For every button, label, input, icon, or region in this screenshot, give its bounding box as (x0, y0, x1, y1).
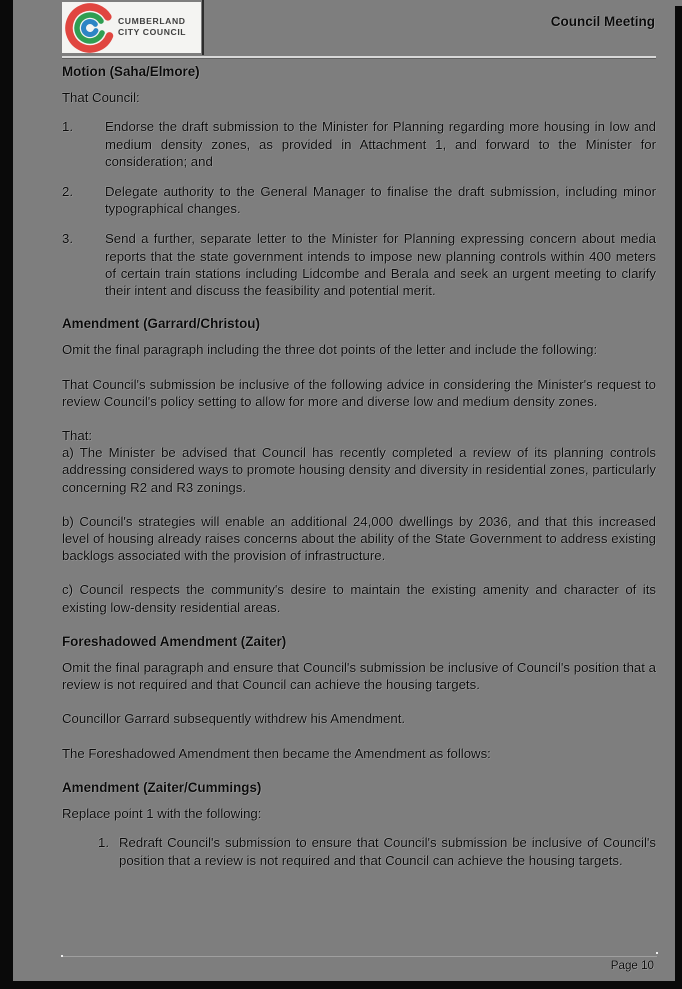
council-logo-icon (64, 2, 116, 54)
motion-item-3 (62, 230, 656, 299)
motion-item-1 (62, 118, 656, 170)
scan-edge-left (0, 0, 13, 989)
item-text: Send a further, separate letter to the Minister for Planning expressing concern about media reports that the state government intends to impose new planning controls within 400 meters of certain train stations including Lidcombe and Berala and seek an urgent meeting to clarify their intent and discuss the feasibility and potential merit. (105, 231, 656, 299)
item-text: Endorse the draft submission to the Minister for Planning regarding more housing in low and medium density zones, as provided in Attachment 1, and forward to the Minister for consideration; and (105, 119, 656, 169)
withdrawal-note: Councillor Garrard subsequently withdrew his Amendment. (62, 711, 406, 727)
amendment1-para1: Omit the final paragraph including the three dot points of the letter and include the following: (62, 342, 598, 358)
motion-heading: Motion (Saha/Elmore) (62, 64, 200, 79)
point-a: a) The Minister be advised that Council has recently completed a review of its planning controls addressing considered ways to promote housing density and diversity in residential zones, particularly concerning R2 and R3 zonings. (62, 445, 656, 495)
item-text: Delegate authority to the General Manager to finalise the draft submission, including minor typographical changes. (105, 184, 656, 217)
that-label: That: (62, 428, 93, 444)
item-number: 1. (98, 835, 109, 851)
page-number: Page 10 (610, 959, 654, 972)
council-logo (62, 2, 201, 53)
point-b: b) Council's strategies will enable an additional 24,000 dwellings by 2036, and that this increased level of housing already raises concerns about the ability of the State Government to address existing backlogs associated with the provision of infrastructure. (62, 513, 656, 564)
logo-line2: CITY COUNCIL (118, 27, 187, 37)
foreshadowed-para: Omit the final paragraph and ensure that Council's submission be inclusive of Council's position that a review is not required and that Council can achieve the housing targets. (62, 660, 656, 693)
document-title: Council Meeting (550, 14, 655, 29)
point-c: c) Council respects the community's desire to maintain the existing amenity and character of its existing low-density residential areas. (62, 582, 656, 615)
item-number: 2. (62, 184, 73, 200)
amendment2-item-1 (98, 834, 656, 868)
amendment2-heading: Amendment (Zaiter/Cummings) (62, 779, 262, 795)
footer-rule (62, 956, 657, 957)
logo-line1: CUMBERLAND (118, 16, 186, 26)
scan-edge-bottom (0, 981, 682, 989)
scan-artifact-dot (656, 952, 658, 954)
item-number: 3. (62, 231, 73, 247)
became-note: The Foreshadowed Amendment then became the Amendment as follows: (62, 745, 491, 761)
item-text: Redraft Council's submission to ensure that Council's submission be inclusive of Council's position that a review is not required and that Council can achieve the housing targets. (119, 835, 656, 868)
amendment2-intro: Replace point 1 with the following: (62, 806, 262, 822)
foreshadowed-heading: Foreshadowed Amendment (Zaiter) (62, 633, 287, 649)
item-number: 1. (62, 119, 73, 135)
scan-artifact-dot (61, 955, 63, 957)
motion-item-2 (62, 183, 656, 217)
header-divider-vertical (202, 0, 204, 55)
council-logo-text (118, 16, 186, 38)
amendment1-heading: Amendment (Garrard/Christou) (62, 316, 260, 332)
header-rule (62, 56, 656, 58)
scan-edge-right (675, 6, 682, 989)
document-body (62, 63, 656, 882)
motion-intro: That Council: (62, 90, 140, 106)
amendment1-para2: That Council's submission be inclusive of the following advice in considering the Minister's request to review Council's policy setting to allow for more and diverse low and medium density zones. (62, 376, 656, 409)
